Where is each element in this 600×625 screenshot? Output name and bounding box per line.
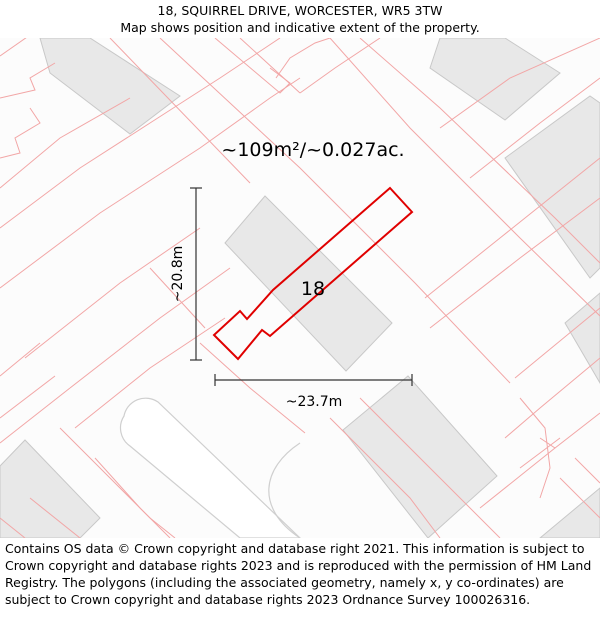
- building-right-small: [565, 293, 600, 383]
- building-lower-right: [343, 376, 497, 538]
- map-description: Map shows position and indicative extent of the property.: [120, 20, 480, 35]
- building-top-right: [430, 38, 560, 120]
- width-label: ~23.7m: [285, 394, 343, 410]
- plot-number-label: 18: [300, 278, 326, 300]
- area-label: ~109m²/~0.027ac.: [221, 139, 405, 161]
- map-canvas: [0, 38, 600, 538]
- building-top-left: [40, 38, 180, 134]
- copyright-footer: [0, 538, 600, 625]
- building-right-large: [505, 96, 600, 278]
- building-bottom-right: [540, 488, 600, 538]
- map-header: [0, 0, 600, 38]
- property-map[interactable]: [0, 38, 600, 538]
- building-bottom-left: [0, 440, 100, 538]
- road-cul-de-sac: [121, 398, 300, 538]
- copyright-text: Contains OS data © Crown copyright and database right 2021. This information is subject to Crown copyright and database rights 2023 and is reproduced with the permission of HM Land Registry. The polygons (including the associated geometry, namely x, y co-ordinates) are subject to Crown copyright and database rights 2023 Ordnance Survey 100026316.: [5, 541, 592, 607]
- height-label: ~20.8m: [170, 245, 186, 303]
- property-address: 18, SQUIRREL DRIVE, WORCESTER, WR5 3TW: [157, 3, 443, 18]
- road: [121, 398, 300, 538]
